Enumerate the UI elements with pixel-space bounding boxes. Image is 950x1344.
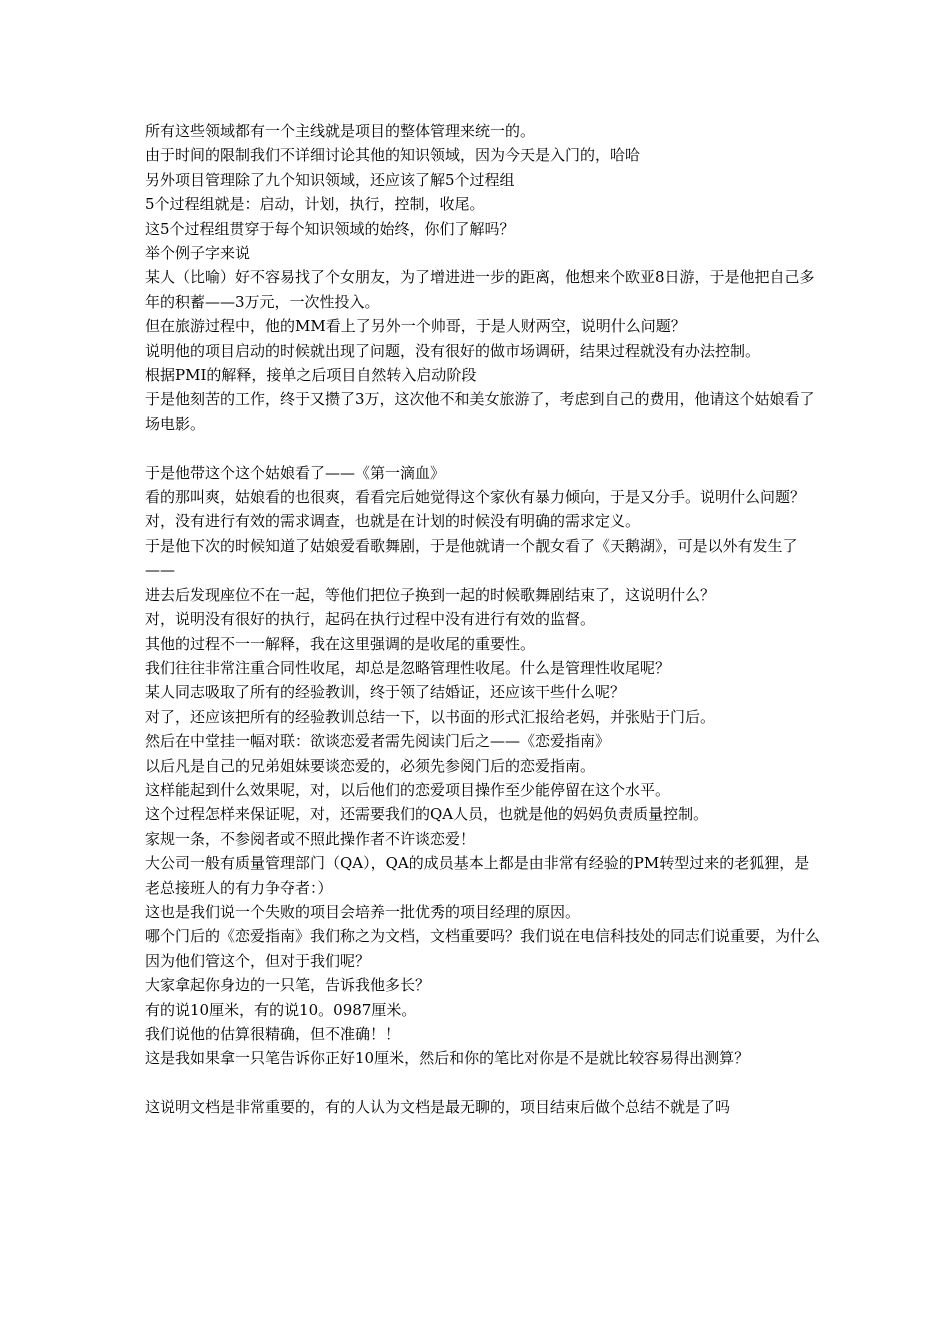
paragraph-line: 于是他带这个这个姑娘看了——《第一滴血》: [145, 463, 446, 482]
paragraph-line: 这样能起到什么效果呢，对，以后他们的恋爱项目操作至少能停留在这个水平。: [145, 780, 671, 799]
paragraph-line: 大家拿起你身边的一只笔，告诉我他多长？: [145, 976, 431, 995]
paragraph-line: 于是他刻苦的工作，终于又攒了3万，这次他不和美女旅游了，考虑到自己的费用，他请这个姑娘看了场电影。: [145, 390, 815, 433]
paragraph-line: 有的说10厘米，有的说10。0987厘米。: [145, 1000, 417, 1019]
paragraph-line: 5个过程组就是：启动，计划，执行，控制，收尾。: [145, 195, 485, 214]
paragraph-line: 另外项目管理除了九个知识领域，还应该了解5个过程组: [145, 170, 515, 189]
paragraph-line: 根据PMI的解释，接单之后项目自然转入启动阶段: [145, 366, 477, 385]
paragraph-line: 由于时间的限制我们不详细讨论其他的知识领域，因为今天是入门的，哈哈: [145, 146, 641, 165]
paragraph-line: 我们说他的估算很精确，但不准确！！: [145, 1025, 401, 1044]
blank-line: [145, 436, 820, 460]
paragraph-line: 然后在中堂挂一幅对联：欲谈恋爱者需先阅读门后之——《恋爱指南》: [145, 732, 611, 751]
paragraph-line: 对，说明没有很好的执行，起码在执行过程中没有进行有效的监督。: [145, 610, 596, 629]
paragraph-line: 进去后发现座位不在一起，等他们把位子换到一起的时候歌舞剧结束了，这说明什么？: [145, 585, 716, 604]
paragraph-line: 对了，还应该把所有的经验教训总结一下，以书面的形式汇报给老妈，并张贴于门后。: [145, 707, 716, 726]
blank-line: [145, 1071, 820, 1095]
paragraph-line: 其他的过程不一一解释，我在这里强调的是收尾的重要性。: [145, 634, 536, 653]
paragraph-line: 说明他的项目启动的时候就出现了问题，没有很好的做市场调研，结果过程就没有办法控制。: [145, 341, 761, 360]
paragraph-line: 这也是我们说一个失败的项目会培养一批优秀的项目经理的原因。: [145, 902, 581, 921]
paragraph-line: 于是他下次的时候知道了姑娘爱看歌舞剧，于是他就请一个靓女看了《天鹅湖》，可是以外有发生了——: [145, 536, 798, 580]
paragraph-line: 这说明文档是非常重要的，有的人认为文档是最无聊的，项目结束后做个总结不就是了吗: [145, 1098, 731, 1117]
document-body: [145, 119, 820, 1120]
paragraph-line: 某人（比喻）好不容易找了个女朋友，为了增进进一步的距离，他想来个欧亚8日游，于是他把自己多年的积蓄——3万元，一次性投入。: [145, 268, 815, 311]
paragraph-line: 我们往往非常注重合同性收尾，却总是忽略管理性收尾。什么是管理性收尾呢？: [145, 658, 671, 677]
paragraph-line: 家规一条，不参阅者或不照此操作者不许谈恋爱！: [145, 829, 476, 848]
paragraph-line: 以后凡是自己的兄弟姐妹要谈恋爱的，必须先参阅门后的恋爱指南。: [145, 756, 596, 775]
paragraph-line: 某人同志吸取了所有的经验教训，终于领了结婚证，还应该干些什么呢？: [145, 683, 626, 702]
paragraph-line: 但在旅游过程中，他的MM看上了另外一个帅哥，于是人财两空，说明什么问题？: [145, 317, 686, 336]
paragraph-line: 哪个门后的《恋爱指南》我们称之为文档，文档重要吗？我们说在电信科技处的同志们说重要，为什么因为他们管这个，但对于我们呢？: [145, 927, 821, 970]
paragraph-line: 大公司一般有质量管理部门（QA），QA的成员基本上都是由非常有经验的PM转型过来的老狐狸，是老总接班人的有力争夺者：）: [145, 854, 810, 897]
paragraph-line: 这5个过程组贯穿于每个知识领域的始终，你们了解吗？: [145, 219, 515, 238]
paragraph-line: 举个例子字来说: [145, 244, 251, 263]
paragraph-line: 对，没有进行有效的需求调查，也就是在计划的时候没有明确的需求定义。: [145, 512, 641, 531]
paragraph-line: 看的那叫爽，姑娘看的也很爽，看看完后她觉得这个家伙有暴力倾向，于是又分手。说明什么问题？: [145, 488, 806, 507]
paragraph-line: 这是我如果拿一只笔告诉你正好10厘米，然后和你的笔比对你是不是就比较容易得出测算？: [145, 1049, 750, 1068]
paragraph-line: 这个过程怎样来保证呢，对，还需要我们的QA人员，也就是他的妈妈负责质量控制。: [145, 805, 709, 824]
paragraph-line: 所有这些领域都有一个主线就是项目的整体管理来统一的。: [145, 122, 536, 140]
